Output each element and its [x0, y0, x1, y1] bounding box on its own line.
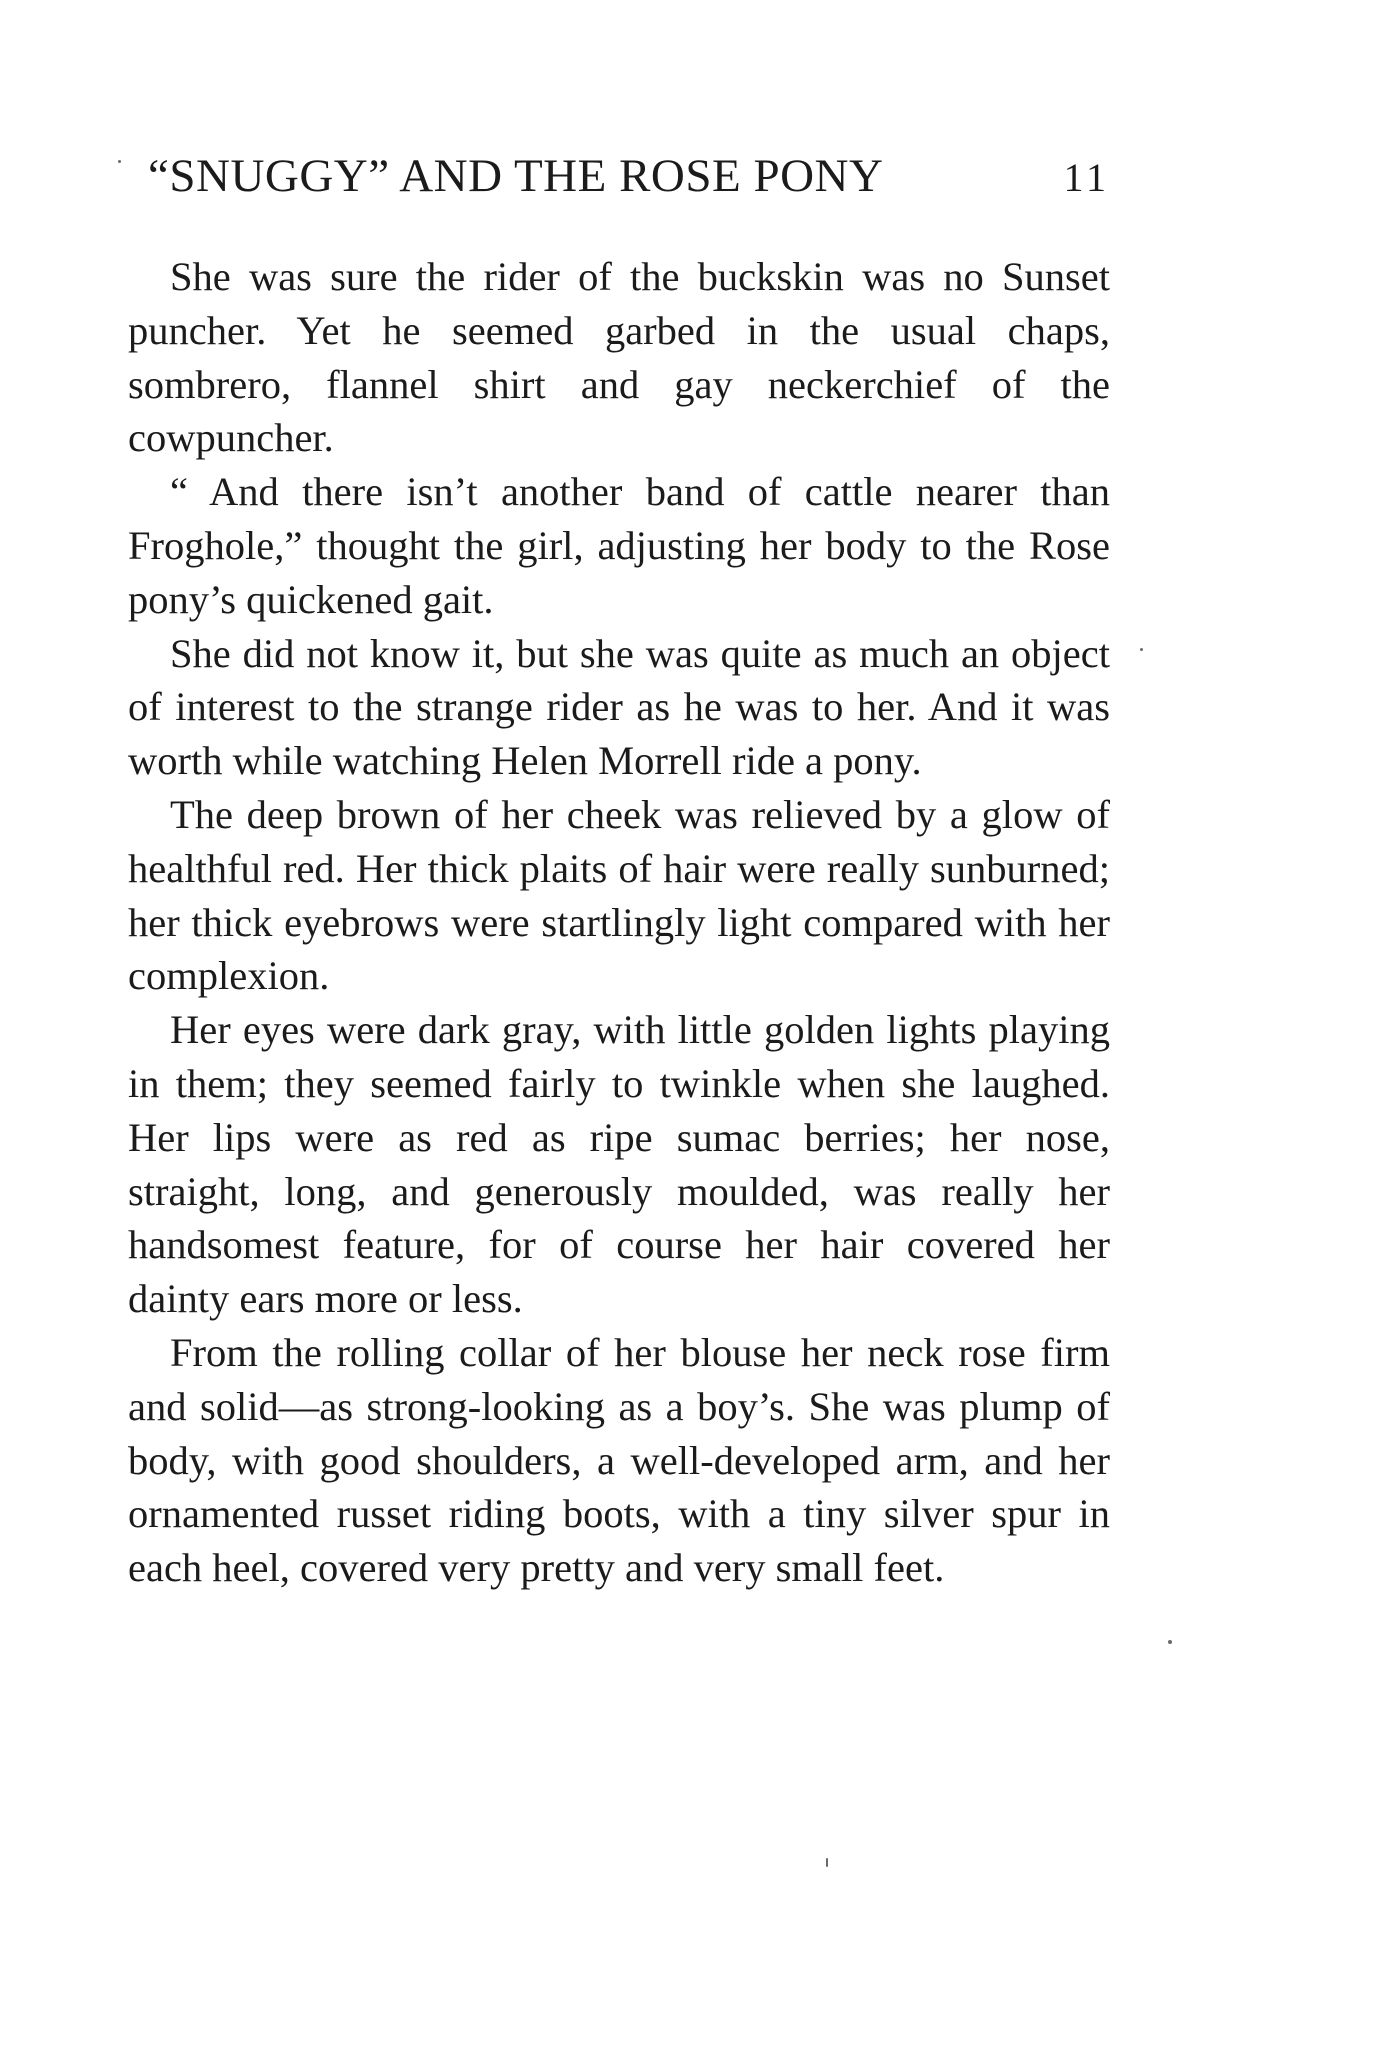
scan-speck: [1168, 1640, 1172, 1644]
running-head: [148, 146, 1110, 208]
scan-speck: [1140, 648, 1143, 651]
body-text: [128, 250, 1110, 1595]
paragraph: She was sure the rider of the buckskin was no Sunset puncher. Yet he seemed garbed in the usual chaps, sombrero, flannel shirt and gay neckerchief of the cowpuncher.: [128, 254, 1110, 461]
scan-speck: [118, 160, 121, 163]
paragraph: From the rolling collar of her blouse her neck rose firm and solid—as strong-looking as a boy’s. She was plump of body, with good shoulders, a well-developed arm, and her ornamented russet riding boots, with a tiny silver spur in each heel, covered very pretty and very small feet.: [128, 1329, 1110, 1591]
running-title: “SNUGGY” AND THE ROSE PONY: [148, 150, 884, 202]
paragraph: She did not know it, but she was quite as much an object of interest to the strange rider as he was to her. And it was worth while watching Helen Morrell ride a pony.: [128, 630, 1110, 784]
page-number: 11: [1063, 155, 1110, 200]
paragraph: The deep brown of her cheek was relieved by a glow of healthful red. Her thick plaits of hair were really sunburned; her thick eyebrows were startlingly light compared with her complexion.: [128, 791, 1110, 999]
scan-speck: [826, 1858, 828, 1867]
paragraph: “ And there isn’t another band of cattle nearer than Froghole,” thought the girl, adjusting her body to the Rose pony’s quickened gait.: [128, 469, 1110, 622]
paragraph: Her eyes were dark gray, with little golden lights playing in them; they seemed fairly to twinkle when she laughed. Her lips were as red as ripe sumac berries; her nose, straight, long, and generously moulded, was really her handsomest feature, for of course her hair covered her dainty ears more or less.: [128, 1007, 1110, 1322]
